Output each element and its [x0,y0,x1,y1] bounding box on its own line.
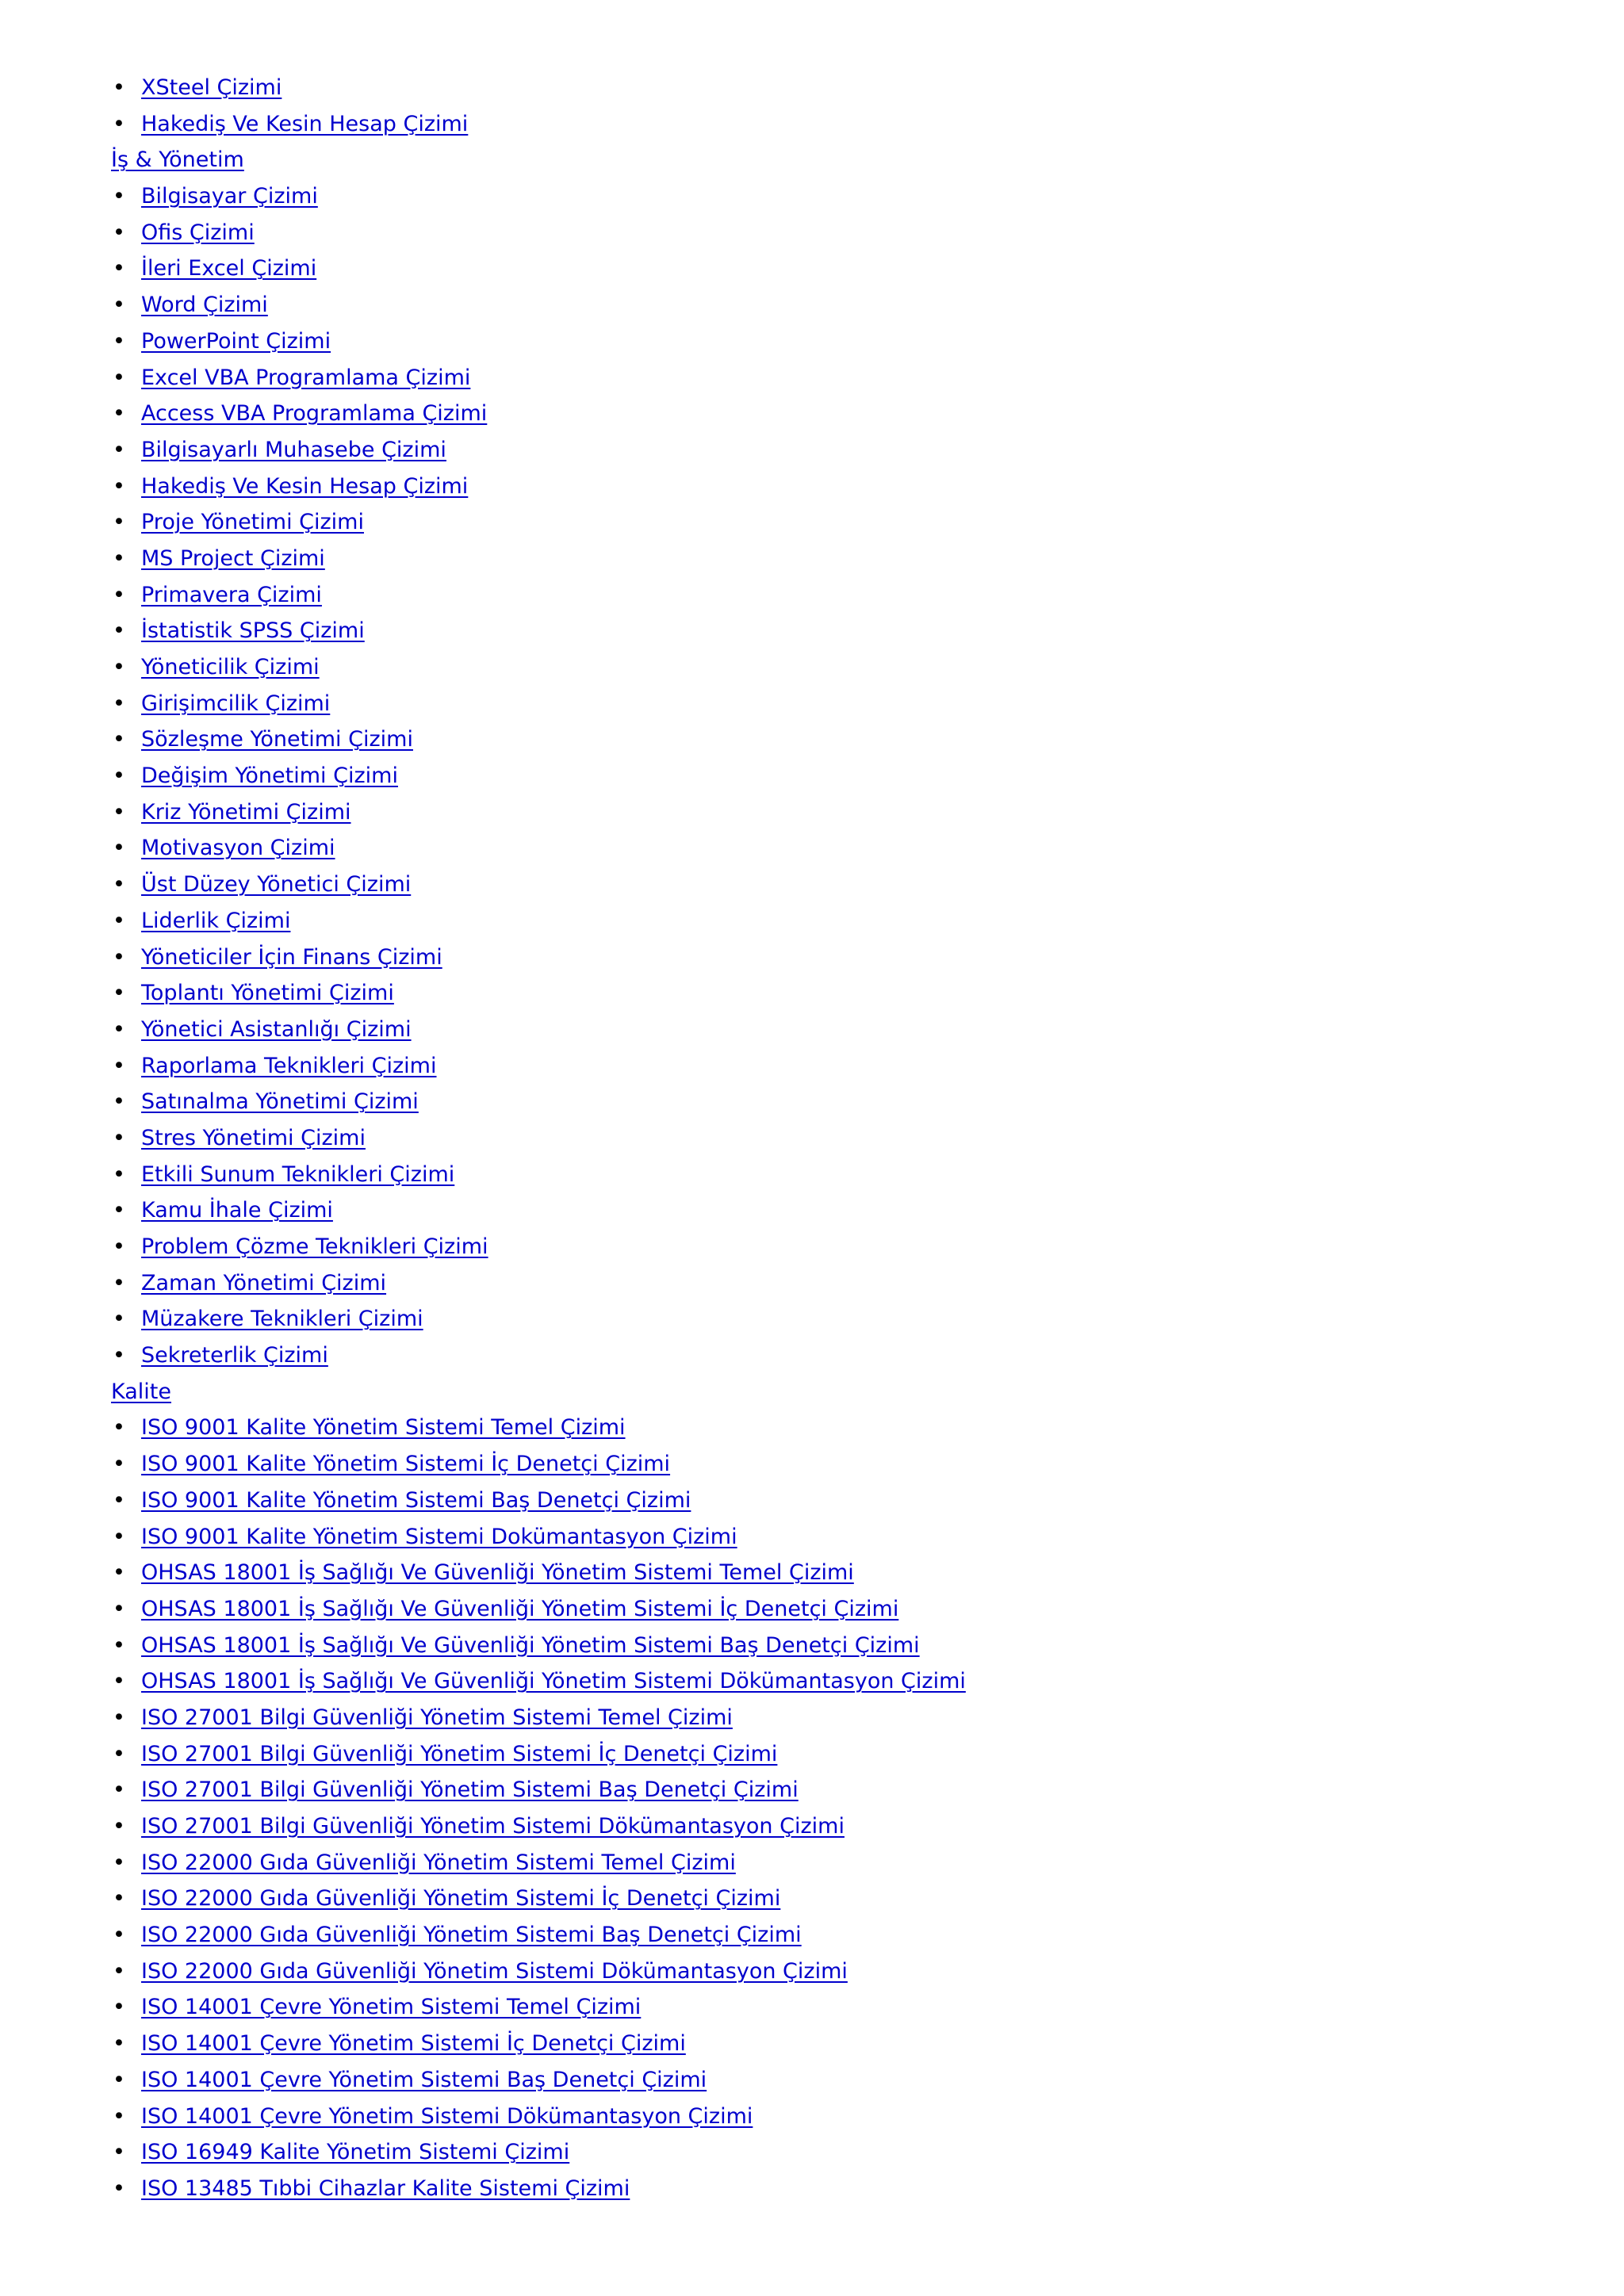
list-item [111,362,1538,399]
list-item-link[interactable]: XSteel Çizimi [141,75,282,100]
section-heading-link[interactable]: Kalite [111,1379,171,1404]
list-item-link[interactable]: Yönetici Asistanlığı Çizimi [141,1016,412,1042]
list-item-link[interactable]: OHSAS 18001 İş Sağlığı Ve Güvenliği Yönetim Sistemi İç Denetçi Çizimi [141,1596,899,1621]
document-body [111,72,1538,2210]
list-item [111,109,1538,145]
list-item-link[interactable]: ISO 14001 Çevre Yönetim Sistemi Dökümantasyon Çizimi [141,2103,753,2129]
bullet-icon: • [113,1814,125,1839]
bullet-icon: • [113,1923,125,1948]
list-item-link[interactable]: Hakediş Ve Kesin Hesap Çizimi [141,111,469,136]
list-item [111,1630,1538,1667]
list-item-link[interactable]: ISO 27001 Bilgi Güvenliği Yönetim Sistemi Temel Çizimi [141,1705,733,1730]
list-item [111,1702,1538,1739]
bullet-icon: • [113,1161,125,1187]
bullet-icon: • [113,1234,125,1259]
bullet-icon: • [113,1995,125,2020]
list-item [111,869,1538,905]
bullet-icon: • [113,618,125,644]
list-item [111,905,1538,942]
list-item-link[interactable]: MS Project Çizimi [141,545,325,571]
bullet-icon: • [113,1741,125,1766]
bullet-icon: • [113,1777,125,1803]
list-item [111,1231,1538,1268]
list-item-link[interactable]: Girişimcilik Çizimi [141,691,331,716]
list-item-link[interactable]: ISO 22000 Gıda Güvenliği Yönetim Sistemi İç Denetçi Çizimi [141,1886,781,1911]
list-item [111,1739,1538,1775]
section-heading [111,144,1538,181]
bullet-icon: • [113,437,125,462]
list-item-link[interactable]: Ofis Çizimi [141,220,255,245]
list-item-link[interactable]: Kamu İhale Çizimi [141,1198,333,1223]
list-item [111,2137,1538,2173]
bullet-icon: • [113,184,125,209]
list-item-link[interactable]: İleri Excel Çizimi [141,256,317,281]
list-item-link[interactable]: ISO 9001 Kalite Yönetim Sistemi Temel Çizimi [141,1415,626,1441]
list-item [111,253,1538,289]
list-item-link[interactable]: Excel VBA Programlama Çizimi [141,365,471,390]
list-item-link[interactable]: ISO 9001 Kalite Yönetim Sistemi Dokümantasyon Çizimi [141,1524,737,1549]
bullet-icon: • [113,1415,125,1441]
list-item-link[interactable]: Word Çizimi [141,293,268,318]
list-item-link[interactable]: Proje Yönetimi Çizimi [141,510,364,535]
section-heading [111,1376,1538,1413]
list-item-link[interactable]: Değişim Yönetimi Çizimi [141,763,398,789]
bullet-icon: • [113,1560,125,1586]
bullet-icon: • [113,401,125,427]
list-item [111,1412,1538,1448]
list-item [111,1268,1538,1304]
bullet-icon: • [113,1850,125,1875]
bullet-icon: • [113,836,125,861]
list-item [111,978,1538,1014]
list-item [111,580,1538,616]
bullet-icon: • [113,1270,125,1295]
list-item [111,181,1538,217]
bullet-icon: • [113,75,125,100]
list-item [111,1485,1538,1521]
list-item [111,724,1538,760]
list-item-link[interactable]: ISO 14001 Çevre Yönetim Sistemi Baş Denetçi Çizimi [141,2067,707,2092]
list-item-link[interactable]: İstatistik SPSS Çizimi [141,618,365,644]
list-item [111,2173,1538,2210]
list-item-link[interactable]: ISO 27001 Bilgi Güvenliği Yönetim Sistemi Dökümantasyon Çizimi [141,1814,845,1839]
list-item-link[interactable]: Stres Yönetimi Çizimi [141,1125,366,1150]
list-item [111,652,1538,688]
list-item-link[interactable]: Etkili Sunum Teknikleri Çizimi [141,1161,455,1187]
list-item-link[interactable]: ISO 14001 Çevre Yönetim Sistemi Temel Çizimi [141,1995,642,2020]
list-item [111,1883,1538,1919]
list-item [111,832,1538,869]
bullet-icon: • [113,1198,125,1223]
bullet-icon: • [113,111,125,136]
list-item-link[interactable]: ISO 9001 Kalite Yönetim Sistemi İç Denetçi Çizimi [141,1452,671,1477]
list-item-link[interactable]: ISO 13485 Tıbbi Cihazlar Kalite Sistemi Çizimi [141,2175,630,2201]
bullet-icon: • [113,1524,125,1549]
list-item-link[interactable]: Kriz Yönetimi Çizimi [141,799,351,825]
list-item-link[interactable]: Hakediş Ve Kesin Hesap Çizimi [141,473,469,499]
list-item-link[interactable]: ISO 9001 Kalite Yönetim Sistemi Baş Denetçi Çizimi [141,1487,691,1513]
list-item [111,1521,1538,1558]
list-item [111,1448,1538,1485]
list-item [111,326,1538,362]
bullet-icon: • [113,1958,125,1984]
list-item [111,2028,1538,2064]
list-item-link[interactable]: ISO 14001 Çevre Yönetim Sistemi İç Denetçi Çizimi [141,2031,686,2057]
bullet-icon: • [113,1307,125,1332]
list-item-link[interactable]: Yöneticilik Çizimi [141,655,320,679]
bullet-icon: • [113,1886,125,1911]
bullet-icon: • [113,1705,125,1730]
list-item [111,1557,1538,1594]
list-item-link[interactable]: ISO 27001 Bilgi Güvenliği Yönetim Sistemi Baş Denetçi Çizimi [141,1777,799,1803]
bullet-icon: • [113,763,125,789]
list-item [111,2064,1538,2101]
list-item [111,1014,1538,1050]
bullet-icon: • [113,2103,125,2129]
bullet-icon: • [113,1053,125,1078]
list-item [111,543,1538,580]
bullet-icon: • [113,1016,125,1042]
list-item [111,398,1538,434]
list-item [111,1340,1538,1376]
bullet-icon: • [113,510,125,535]
list-item-link[interactable]: Toplantı Yönetimi Çizimi [141,981,394,1006]
bullet-icon: • [113,365,125,390]
bullet-icon: • [113,2031,125,2057]
list-item [111,1811,1538,1847]
list-item-link[interactable]: ISO 16949 Kalite Yönetim Sistemi Çizimi [141,2140,570,2165]
list-item [111,2101,1538,2137]
list-item-link[interactable]: Sekreterlik Çizimi [141,1343,328,1368]
list-item-link[interactable]: PowerPoint Çizimi [141,328,331,354]
list-item-link[interactable]: Zaman Yönetimi Çizimi [141,1270,387,1295]
list-item [111,1303,1538,1340]
list-item-link[interactable]: Satınalma Yönetimi Çizimi [141,1089,419,1115]
list-item-link[interactable]: Problem Çözme Teknikleri Çizimi [141,1234,488,1259]
list-item-link[interactable]: Müzakere Teknikleri Çizimi [141,1307,423,1332]
bullet-icon: • [113,1343,125,1368]
bullet-icon: • [113,1632,125,1658]
list-item-link[interactable]: Motivasyon Çizimi [141,836,335,861]
bullet-icon: • [113,293,125,318]
bullet-icon: • [113,799,125,825]
list-item [111,1919,1538,1956]
list-item [111,797,1538,833]
list-item [111,1774,1538,1811]
list-item [111,760,1538,797]
list-item [111,72,1538,109]
bullet-icon: • [113,944,125,970]
bullet-icon: • [113,691,125,716]
section-heading-link[interactable]: İş & Yönetim [111,147,244,173]
list-item [111,434,1538,471]
list-item-link[interactable]: Liderlik Çizimi [141,908,291,933]
list-item [111,1195,1538,1231]
bullet-icon: • [113,328,125,354]
bullet-icon: • [113,1487,125,1513]
bullet-icon: • [113,582,125,607]
bullet-icon: • [113,655,125,679]
list-item [111,942,1538,978]
list-item-link[interactable]: Üst Düzey Yönetici Çizimi [141,872,412,897]
list-item-link[interactable]: Bilgisayar Çizimi [141,184,318,209]
list-item [111,1594,1538,1630]
list-item-link[interactable]: Raporlama Teknikleri Çizimi [141,1053,437,1078]
bullet-icon: • [113,2175,125,2201]
bullet-icon: • [113,1596,125,1621]
bullet-icon: • [113,727,125,752]
list-item [111,1086,1538,1123]
bullet-icon: • [113,256,125,281]
bullet-icon: • [113,2067,125,2092]
bullet-icon: • [113,872,125,897]
list-item-link[interactable]: Access VBA Programlama Çizimi [141,401,488,427]
bullet-icon: • [113,545,125,571]
list-item [111,1666,1538,1702]
list-item [111,1992,1538,2028]
list-item [111,217,1538,254]
bullet-icon: • [113,1089,125,1115]
bullet-icon: • [113,981,125,1006]
list-item [111,688,1538,725]
list-item-link[interactable]: Primavera Çizimi [141,582,322,607]
list-item [111,1123,1538,1159]
list-item [111,1159,1538,1196]
list-item-link[interactable]: Yöneticiler İçin Finans Çizimi [141,944,442,970]
bullet-icon: • [113,1452,125,1477]
list-item [111,1847,1538,1884]
list-item-link[interactable]: ISO 22000 Gıda Güvenliği Yönetim Sistemi Dökümantasyon Çizimi [141,1958,848,1984]
list-item-link[interactable]: OHSAS 18001 İş Sağlığı Ve Güvenliği Yönetim Sistemi Temel Çizimi [141,1560,854,1586]
list-item [111,471,1538,507]
list-item-link[interactable]: ISO 22000 Gıda Güvenliği Yönetim Sistemi Baş Denetçi Çizimi [141,1923,802,1948]
list-item [111,615,1538,652]
bullet-icon: • [113,1125,125,1150]
bullet-icon: • [113,220,125,245]
list-item-link[interactable]: Sözleşme Yönetimi Çizimi [141,727,413,752]
list-item-link[interactable]: ISO 22000 Gıda Güvenliği Yönetim Sistemi Temel Çizimi [141,1850,736,1875]
list-item-link[interactable]: ISO 27001 Bilgi Güvenliği Yönetim Sistemi İç Denetçi Çizimi [141,1741,778,1766]
list-item [111,1050,1538,1087]
list-item-link[interactable]: OHSAS 18001 İş Sağlığı Ve Güvenliği Yönetim Sistemi Baş Denetçi Çizimi [141,1632,920,1658]
bullet-icon: • [113,473,125,499]
list-item [111,507,1538,543]
bullet-icon: • [113,1669,125,1694]
bullet-icon: • [113,908,125,933]
list-item-link[interactable]: Bilgisayarlı Muhasebe Çizimi [141,437,446,462]
list-item [111,289,1538,326]
bullet-icon: • [113,2140,125,2165]
list-item-link[interactable]: OHSAS 18001 İş Sağlığı Ve Güvenliği Yönetim Sistemi Dökümantasyon Çizimi [141,1669,966,1694]
list-item [111,1956,1538,1992]
